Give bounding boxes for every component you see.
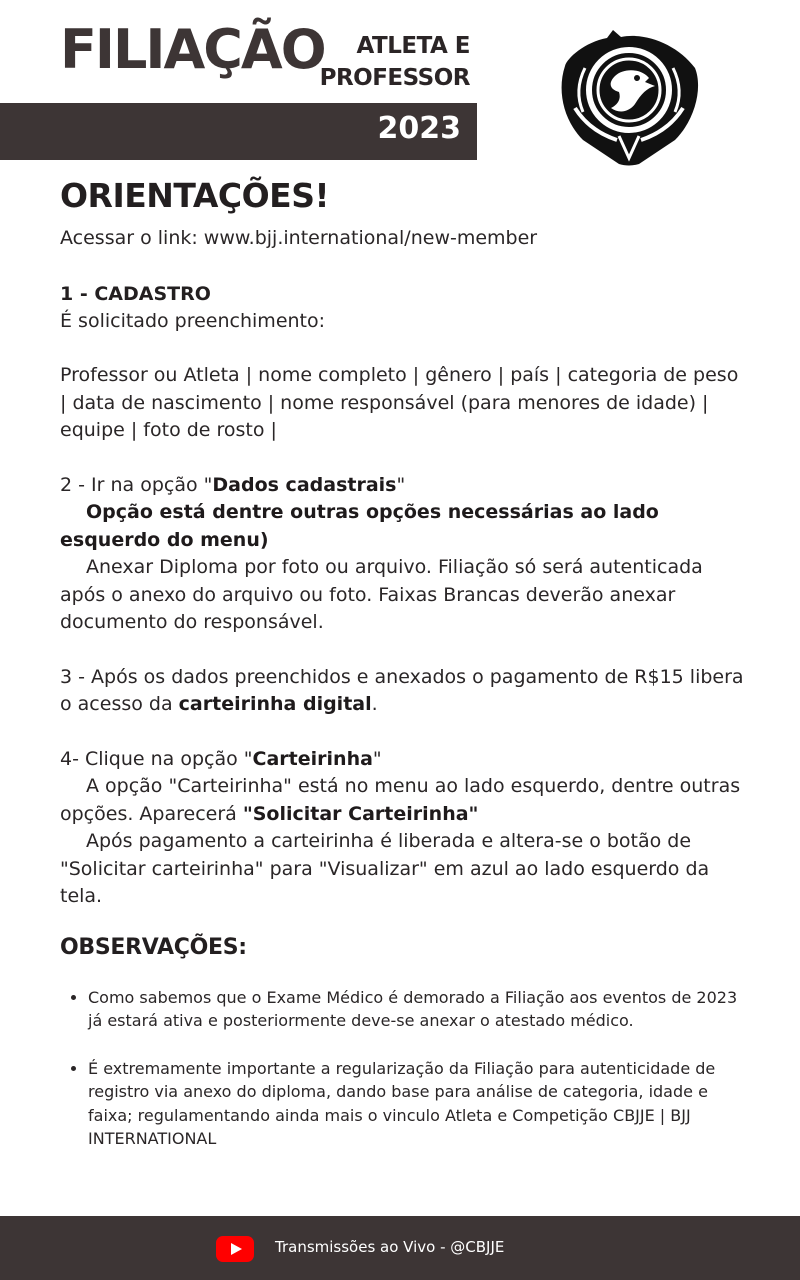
observations-list xyxy=(60,986,750,1151)
subtitle-line-1: ATLETA E xyxy=(356,33,470,59)
year-label: 2023 xyxy=(377,111,461,146)
section-2-heading: 2 - Ir na opção "Dados cadastrais" xyxy=(60,473,406,496)
subtitle-line-2: PROFESSOR xyxy=(319,65,470,91)
section-1-fields: Professor ou Atleta | nome completo | gênero | país | categoria de peso | data de nascimento | nome responsável (para menores de idade) | equipe | foto de rosto | xyxy=(60,364,739,441)
footer-bar xyxy=(0,1216,800,1280)
section-3-text: 3 - Após os dados preenchidos e anexados o pagamento de R$15 libera o acesso da carteirinha digital. xyxy=(60,665,744,715)
year-banner xyxy=(0,103,477,160)
instructions-heading: ORIENTAÇÕES! xyxy=(60,176,330,215)
instructions-content xyxy=(60,176,750,1175)
section-1-intro: É solicitado preenchimento: xyxy=(60,309,326,332)
observation-item: • Como sabemos que o Exame Médico é demorado a Filiação aos eventos de 2023 já estará ativa e posteriormente deve-se anexar o atestado médico. xyxy=(88,986,750,1033)
eagle-shield-logo-icon xyxy=(555,28,703,166)
youtube-icon[interactable] xyxy=(216,1236,254,1262)
section-1-title: 1 - CADASTRO xyxy=(60,282,211,305)
section-4-line-2: Após pagamento a carteirinha é liberada e altera-se o botão de "Solicitar carteirinha" para "Visualizar" em azul ao lado esquerdo da tela. xyxy=(60,830,710,907)
section-2-line-2: Anexar Diploma por foto ou arquivo. Filiação só será autenticada após o anexo do arquivo ou foto. Faixas Brancas deverão anexar documento do responsável. xyxy=(60,556,703,633)
section-4-heading: 4- Clique na opção "Carteirinha" xyxy=(60,747,382,770)
footer-live-text: Transmissões ao Vivo - @CBJJE xyxy=(275,1238,505,1256)
page-title: FILIAÇÃO xyxy=(60,18,325,81)
section-4-line-1: A opção "Carteirinha" está no menu ao lado esquerdo, dentre outras opções. Aparecerá "Solicitar Carteirinha" xyxy=(60,775,741,825)
section-2-line-1: Opção está dentre outras opções necessárias ao lado esquerdo do menu) xyxy=(60,501,659,551)
observation-item: • É extremamente importante a regularização da Filiação para autenticidade de registro via anexo do diploma, dando base para análise de categoria, idade e faixa; regulamentando ainda mais o vinculo Atleta e Competição CBJJE | BJJ INTERNATIONAL xyxy=(88,1057,750,1151)
observations-heading: OBSERVAÇÕES: xyxy=(60,934,247,960)
page-subtitle xyxy=(300,30,470,94)
registration-link-text: Acessar o link: www.bjj.international/new-member xyxy=(60,227,538,249)
